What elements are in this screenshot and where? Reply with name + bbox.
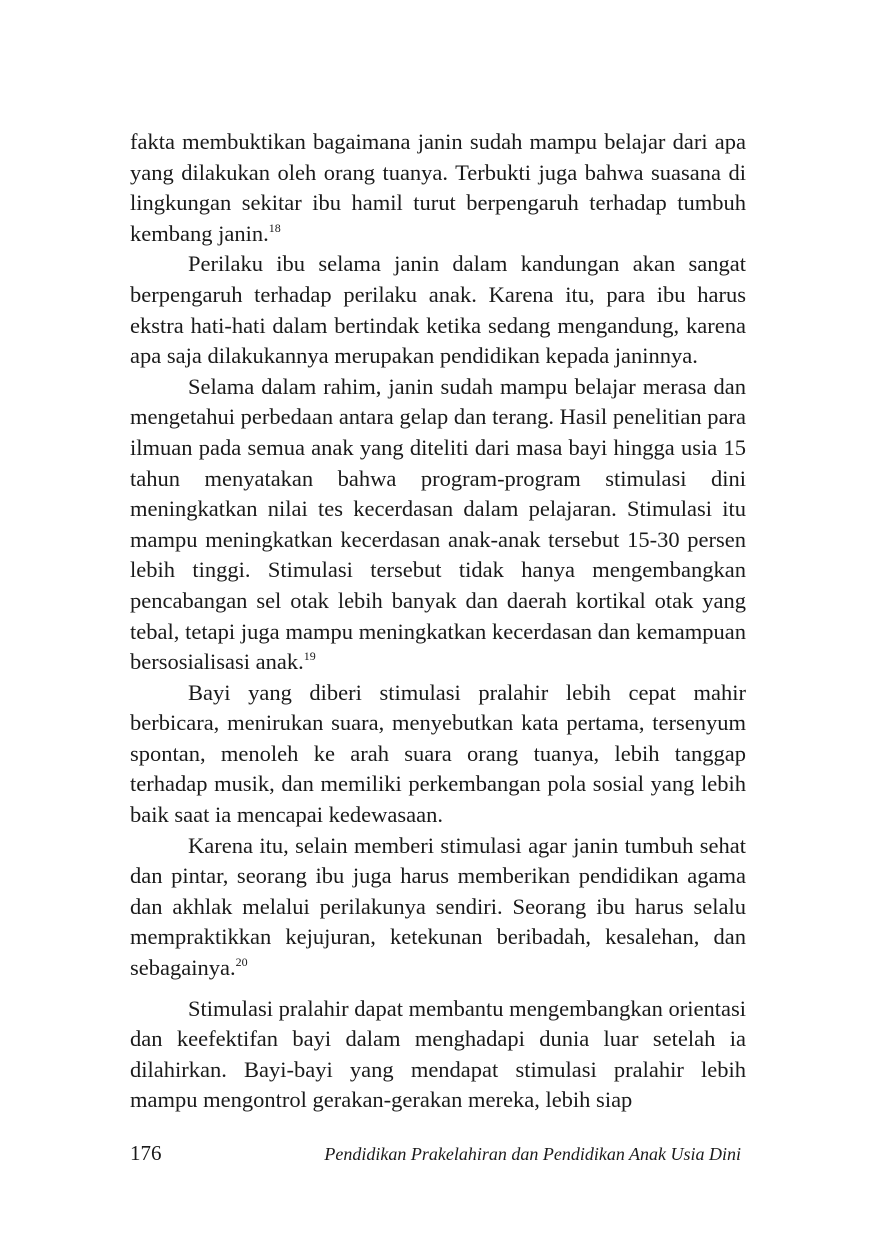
paragraph-1-text: fakta membuktikan bagaimana janin sudah mampu belajar dari apa yang dilakukan oleh orang tuanya. Terbukti juga bahwa suasana di lingkungan sekitar ibu hamil turut berpengaruh terhadap tumbuh kembang janin. [130, 129, 746, 246]
paragraph-4-text: Bayi yang diberi stimulasi pralahir lebih cepat mahir berbicara, menirukan suara, menyebutkan kata pertama, tersenyum spontan, menoleh ke arah suara orang tuanya, lebih tanggap terhadap musik, dan memiliki perkembangan pola sosial yang lebih baik saat ia mencapai kedewasaan. [130, 679, 746, 828]
paragraph-6 [130, 994, 746, 1116]
footnote-ref-19[interactable]: 19 [303, 649, 316, 664]
running-title: Pendidikan Prakelahiran dan Pendidikan Anak Usia Dini [324, 1144, 741, 1164]
footnote-ref-18[interactable]: 18 [268, 220, 281, 235]
page-body [130, 127, 746, 1116]
paragraph-2 [130, 249, 746, 371]
footnote-ref-20[interactable]: 20 [235, 955, 248, 970]
page-number: 176 [130, 1141, 162, 1165]
paragraph-3-text: Selama dalam rahim, janin sudah mampu belajar merasa dan mengetahui perbedaan antara gelap dan terang. Hasil penelitian para ilmuan pada semua anak yang diteliti dari masa bayi hingga usia 15 tahun menyatakan bahwa program-program stimulasi dini meningkatkan nilai tes kecerdasan dalam pelajaran. Stimulasi itu mampu meningkatkan kecerdasan anak-anak tersebut 15-30 persen lebih tinggi. Stimulasi tersebut tidak hanya mengembangkan pencabangan sel otak lebih banyak dan daerah kortikal otak yang tebal, tetapi juga mampu meningkatkan kecerdasan dan kemampuan bersosialisasi anak. [130, 373, 746, 675]
paragraph-1 [130, 127, 746, 249]
paragraph-2-text: Perilaku ibu selama janin dalam kandungan akan sangat berpengaruh terhadap perilaku anak. Karena itu, para ibu harus ekstra hati-hati dalam bertindak ketika sedang mengandung, karena apa saja dilakukannya merupakan pendidikan kepada janinnya. [130, 251, 746, 369]
paragraph-3 [130, 372, 746, 678]
paragraph-5-text: Karena itu, selain memberi stimulasi agar janin tumbuh sehat dan pintar, seorang ibu juga harus memberikan pendidikan agama dan akhlak melalui perilakunya sendiri. Seorang ibu harus selalu mempraktikkan kejujuran, ketekunan beribadah, kesalehan, dan sebagainya. [130, 832, 746, 981]
paragraph-4 [130, 678, 746, 831]
paragraph-6-text: Stimulasi pralahir dapat membantu mengembangkan orientasi dan keefektifan bayi dalam menghadapi dunia luar setelah ia dilahirkan. Bayi-bayi yang mendapat stimulasi pralahir lebih mampu mengontrol gerakan-gerakan mereka, lebih siap [130, 995, 746, 1113]
paragraph-5 [130, 831, 746, 984]
